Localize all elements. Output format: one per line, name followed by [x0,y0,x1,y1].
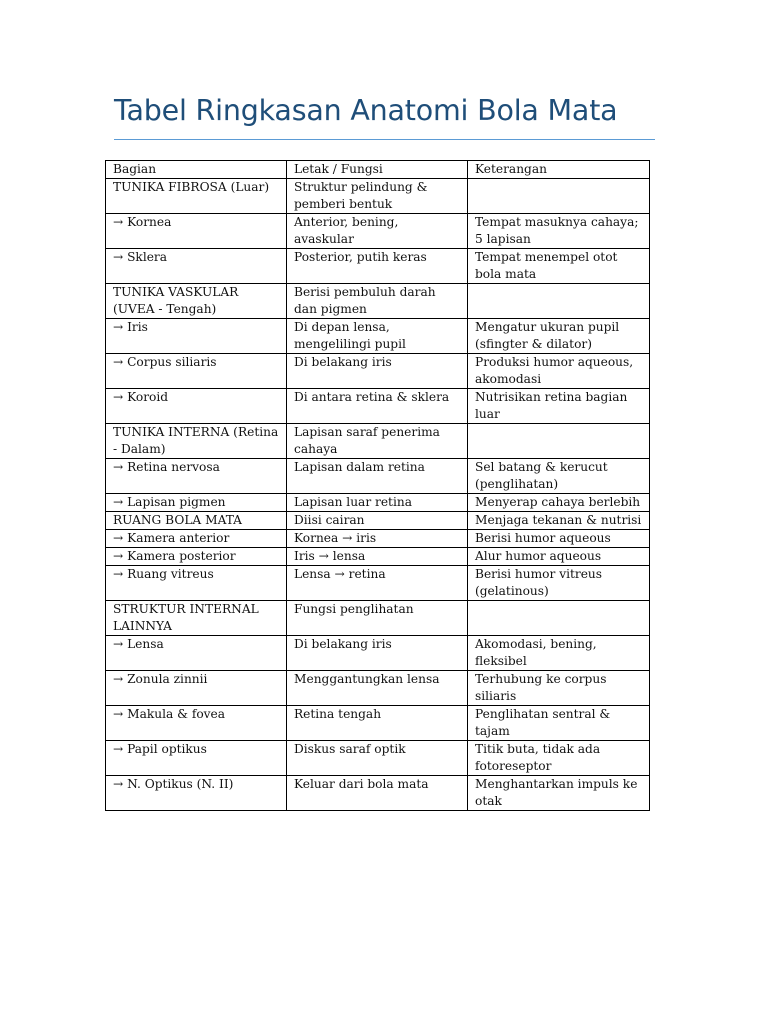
table-row [106,284,650,319]
table-cell: Alur humor aqueous [468,548,650,566]
table-cell: → Corpus siliaris [106,354,287,389]
table-row [106,566,650,601]
table-row [106,214,650,249]
table-cell: Iris → lensa [287,548,468,566]
table-cell: Kornea → iris [287,530,468,548]
table-row [106,671,650,706]
table-cell: Menjaga tekanan & nutrisi [468,512,650,530]
table-cell: Menyerap cahaya berlebih [468,494,650,512]
table-cell: Lapisan saraf penerima cahaya [287,424,468,459]
table-cell: Lapisan luar retina [287,494,468,512]
table-cell: → Kornea [106,214,287,249]
table-cell: Produksi humor aqueous, akomodasi [468,354,650,389]
table-cell [468,601,650,636]
table-cell: Menghantarkan impuls ke otak [468,776,650,811]
table-row [106,601,650,636]
table-cell: Mengatur ukuran pupil (sfingter & dilator) [468,319,650,354]
table-cell: → N. Optikus (N. II) [106,776,287,811]
table-row [106,494,650,512]
table-cell: Lapisan dalam retina [287,459,468,494]
table-row [106,179,650,214]
table-row [106,776,650,811]
table-cell: Terhubung ke corpus siliaris [468,671,650,706]
table-row [106,389,650,424]
table-cell: → Ruang vitreus [106,566,287,601]
table-row [106,459,650,494]
table-cell [468,179,650,214]
title-underline [114,139,655,140]
anatomy-summary-table [105,160,650,811]
table-cell: → Retina nervosa [106,459,287,494]
table-row [106,530,650,548]
table-cell: TUNIKA VASKULAR (UVEA - Tengah) [106,284,287,319]
table-row [106,319,650,354]
table-cell: → Koroid [106,389,287,424]
table-row [106,354,650,389]
table-cell: TUNIKA INTERNA (Retina - Dalam) [106,424,287,459]
table-row [106,424,650,459]
table-cell: → Kamera posterior [106,548,287,566]
table-cell: Diisi cairan [287,512,468,530]
table-cell: Penglihatan sentral & tajam [468,706,650,741]
page-title: Tabel Ringkasan Anatomi Bola Mata [114,94,618,127]
table-cell: RUANG BOLA MATA [106,512,287,530]
table-cell: Akomodasi, bening, fleksibel [468,636,650,671]
table-cell: Di antara retina & sklera [287,389,468,424]
table-cell: → Iris [106,319,287,354]
table-row [106,548,650,566]
table-row [106,741,650,776]
table-cell: Posterior, putih keras [287,249,468,284]
table-cell [468,284,650,319]
table-cell: Berisi humor aqueous [468,530,650,548]
table-cell [468,424,650,459]
table-row [106,706,650,741]
table-row [106,512,650,530]
table-cell: → Lensa [106,636,287,671]
table-cell: → Zonula zinnii [106,671,287,706]
table-cell: Nutrisikan retina bagian luar [468,389,650,424]
table-cell: Titik buta, tidak ada fotoreseptor [468,741,650,776]
table-row [106,249,650,284]
table-cell: Lensa → retina [287,566,468,601]
table-cell: Tempat masuknya cahaya; 5 lapisan [468,214,650,249]
table-cell: TUNIKA FIBROSA (Luar) [106,179,287,214]
header-cell-letak-fungsi: Letak / Fungsi [287,161,468,179]
table-cell: Berisi pembuluh darah dan pigmen [287,284,468,319]
table-header-row [106,161,650,179]
table-cell: Keluar dari bola mata [287,776,468,811]
table-cell: Anterior, bening, avaskular [287,214,468,249]
header-cell-bagian: Bagian [106,161,287,179]
table-cell: Diskus saraf optik [287,741,468,776]
table-cell: Di depan lensa, mengelilingi pupil [287,319,468,354]
table-cell: STRUKTUR INTERNAL LAINNYA [106,601,287,636]
table-cell: Sel batang & kerucut (penglihatan) [468,459,650,494]
table-cell: Di belakang iris [287,636,468,671]
table-cell: Fungsi penglihatan [287,601,468,636]
table-cell: Menggantungkan lensa [287,671,468,706]
table-cell: Struktur pelindung & pemberi bentuk [287,179,468,214]
table-cell: Retina tengah [287,706,468,741]
table-cell: Berisi humor vitreus (gelatinous) [468,566,650,601]
table-cell: → Kamera anterior [106,530,287,548]
table-row [106,636,650,671]
table-cell: → Makula & fovea [106,706,287,741]
table-cell: Di belakang iris [287,354,468,389]
table-cell: → Sklera [106,249,287,284]
table-cell: Tempat menempel otot bola mata [468,249,650,284]
table-cell: → Lapisan pigmen [106,494,287,512]
header-cell-keterangan: Keterangan [468,161,650,179]
table-cell: → Papil optikus [106,741,287,776]
